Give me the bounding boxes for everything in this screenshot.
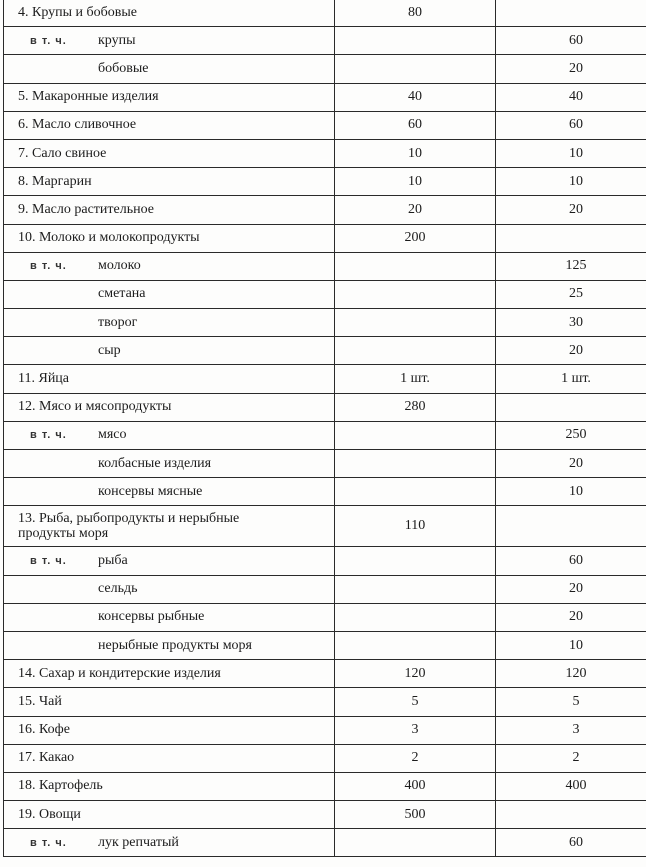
table-row	[4, 450, 646, 478]
subitem-name: рыба	[98, 552, 128, 568]
food-norms-table	[3, 0, 646, 857]
group-total-cell: 280	[335, 393, 496, 421]
table-row	[4, 27, 646, 55]
product-name: 12. Мясо и мясопродукты	[18, 399, 172, 415]
product-name-cell	[4, 829, 335, 857]
including-prefix: в т. ч.	[30, 260, 67, 273]
table-row	[4, 83, 646, 111]
group-total-cell	[335, 603, 496, 631]
group-total-cell: 5	[335, 688, 496, 716]
item-value-cell: 20	[496, 450, 646, 478]
item-value-cell	[496, 393, 646, 421]
product-name-cell	[4, 506, 335, 547]
product-name: 14. Сахар и кондитерские изделия	[18, 665, 221, 681]
group-total-cell: 3	[335, 716, 496, 744]
subitem-name: мясо	[98, 427, 127, 443]
including-prefix: в т. ч.	[30, 554, 67, 567]
including-prefix: в т. ч.	[30, 836, 67, 849]
group-total-cell: 60	[335, 111, 496, 139]
group-total-cell: 10	[335, 139, 496, 167]
item-value-cell: 60	[496, 829, 646, 857]
product-name-cell	[4, 575, 335, 603]
product-name-cell	[4, 0, 335, 27]
table-row	[4, 111, 646, 139]
item-value-cell	[496, 224, 646, 252]
item-value-cell: 120	[496, 660, 646, 688]
table-row	[4, 0, 646, 27]
product-name: 15. Чай	[18, 693, 62, 709]
product-name: 11. Яйца	[18, 371, 70, 387]
item-value-cell	[496, 801, 646, 829]
table-row	[4, 55, 646, 83]
product-name-cell	[4, 450, 335, 478]
group-total-cell: 120	[335, 660, 496, 688]
item-value-cell: 10	[496, 478, 646, 506]
table-row	[4, 631, 646, 659]
product-name-continued: продукты моря	[18, 526, 109, 542]
table-row	[4, 337, 646, 365]
product-name-cell	[4, 772, 335, 800]
product-name-cell	[4, 688, 335, 716]
product-name-cell	[4, 196, 335, 224]
table-row	[4, 772, 646, 800]
table-row	[4, 506, 646, 547]
group-total-cell	[335, 631, 496, 659]
product-name-cell	[4, 252, 335, 280]
table-row	[4, 688, 646, 716]
product-name: 18. Картофель	[18, 778, 103, 794]
table-row	[4, 421, 646, 449]
group-total-cell	[335, 280, 496, 308]
item-value-cell: 60	[496, 27, 646, 55]
subitem-name: консервы мясные	[98, 483, 203, 499]
subitem-name: бобовые	[98, 60, 149, 76]
group-total-cell	[335, 829, 496, 857]
group-total-cell: 400	[335, 772, 496, 800]
subitem-name: лук репчатый	[98, 834, 179, 850]
subitem-name: консервы рыбные	[98, 609, 205, 625]
product-name: 9. Масло растительное	[18, 201, 154, 217]
product-name: 4. Крупы и бобовые	[18, 4, 138, 20]
including-prefix: в т. ч.	[30, 429, 67, 442]
subitem-name: сыр	[98, 342, 121, 358]
subitem-name: колбасные изделия	[98, 455, 212, 471]
product-name: 17. Какао	[18, 750, 75, 766]
subitem-name: сельдь	[98, 581, 138, 597]
item-value-cell: 125	[496, 252, 646, 280]
table-row	[4, 393, 646, 421]
group-total-cell: 1 шт.	[335, 365, 496, 393]
group-total-cell	[335, 450, 496, 478]
product-name-cell	[4, 168, 335, 196]
product-name-cell	[4, 27, 335, 55]
including-prefix: в т. ч.	[30, 34, 67, 47]
item-value-cell: 3	[496, 716, 646, 744]
table-row	[4, 168, 646, 196]
table-row	[4, 280, 646, 308]
product-name: 7. Сало свиное	[18, 145, 107, 161]
table-row	[4, 744, 646, 772]
item-value-cell: 400	[496, 772, 646, 800]
group-total-cell	[335, 252, 496, 280]
group-total-cell	[335, 55, 496, 83]
item-value-cell: 5	[496, 688, 646, 716]
product-name-cell	[4, 547, 335, 575]
product-name-cell	[4, 365, 335, 393]
group-total-cell	[335, 421, 496, 449]
subitem-name: крупы	[98, 32, 136, 48]
table-row	[4, 829, 646, 857]
table-row	[4, 365, 646, 393]
product-name-cell	[4, 603, 335, 631]
group-total-cell	[335, 27, 496, 55]
product-name-cell	[4, 337, 335, 365]
table-row	[4, 603, 646, 631]
product-name-cell	[4, 139, 335, 167]
product-name: 5. Макаронные изделия	[18, 89, 159, 105]
subitem-name: молоко	[98, 258, 141, 274]
group-total-cell: 20	[335, 196, 496, 224]
product-name-cell	[4, 478, 335, 506]
table-row	[4, 547, 646, 575]
item-value-cell: 60	[496, 111, 646, 139]
table-row	[4, 139, 646, 167]
table-row	[4, 309, 646, 337]
product-name-cell	[4, 801, 335, 829]
item-value-cell: 1 шт.	[496, 365, 646, 393]
group-total-cell: 80	[335, 0, 496, 27]
item-value-cell: 10	[496, 139, 646, 167]
product-name: 8. Маргарин	[18, 173, 92, 189]
item-value-cell: 25	[496, 280, 646, 308]
product-name-cell	[4, 55, 335, 83]
table-row	[4, 716, 646, 744]
item-value-cell: 20	[496, 603, 646, 631]
product-name: 16. Кофе	[18, 722, 70, 738]
item-value-cell: 20	[496, 575, 646, 603]
group-total-cell	[335, 478, 496, 506]
group-total-cell	[335, 547, 496, 575]
product-name-cell	[4, 224, 335, 252]
item-value-cell: 2	[496, 744, 646, 772]
group-total-cell	[335, 575, 496, 603]
item-value-cell: 10	[496, 168, 646, 196]
product-name: 13. Рыба, рыбопродукты и нерыбные	[18, 511, 240, 527]
item-value-cell: 20	[496, 337, 646, 365]
group-total-cell: 500	[335, 801, 496, 829]
product-name-cell	[4, 716, 335, 744]
group-total-cell: 200	[335, 224, 496, 252]
product-name: 6. Масло сливочное	[18, 117, 137, 133]
item-value-cell: 20	[496, 55, 646, 83]
subitem-name: творог	[98, 314, 138, 330]
table-row	[4, 575, 646, 603]
product-name-cell	[4, 744, 335, 772]
product-name: 19. Овощи	[18, 806, 81, 822]
group-total-cell: 110	[335, 506, 496, 547]
item-value-cell: 30	[496, 309, 646, 337]
product-name-cell	[4, 309, 335, 337]
product-name-cell	[4, 280, 335, 308]
item-value-cell: 60	[496, 547, 646, 575]
table-row	[4, 660, 646, 688]
item-value-cell: 250	[496, 421, 646, 449]
table-row	[4, 224, 646, 252]
product-name-cell	[4, 83, 335, 111]
item-value-cell: 40	[496, 83, 646, 111]
table-row	[4, 801, 646, 829]
product-name: 10. Молоко и молокопродукты	[18, 230, 200, 246]
item-value-cell	[496, 0, 646, 27]
item-value-cell: 10	[496, 631, 646, 659]
subitem-name: сметана	[98, 286, 146, 302]
product-name-cell	[4, 421, 335, 449]
table-row	[4, 478, 646, 506]
subitem-name: нерыбные продукты моря	[98, 637, 252, 653]
table-row	[4, 196, 646, 224]
item-value-cell	[496, 506, 646, 547]
group-total-cell: 40	[335, 83, 496, 111]
group-total-cell: 2	[335, 744, 496, 772]
product-name-cell	[4, 631, 335, 659]
item-value-cell: 20	[496, 196, 646, 224]
product-name-cell	[4, 111, 335, 139]
table-row	[4, 252, 646, 280]
group-total-cell: 10	[335, 168, 496, 196]
group-total-cell	[335, 337, 496, 365]
group-total-cell	[335, 309, 496, 337]
product-name-cell	[4, 660, 335, 688]
product-name-cell	[4, 393, 335, 421]
